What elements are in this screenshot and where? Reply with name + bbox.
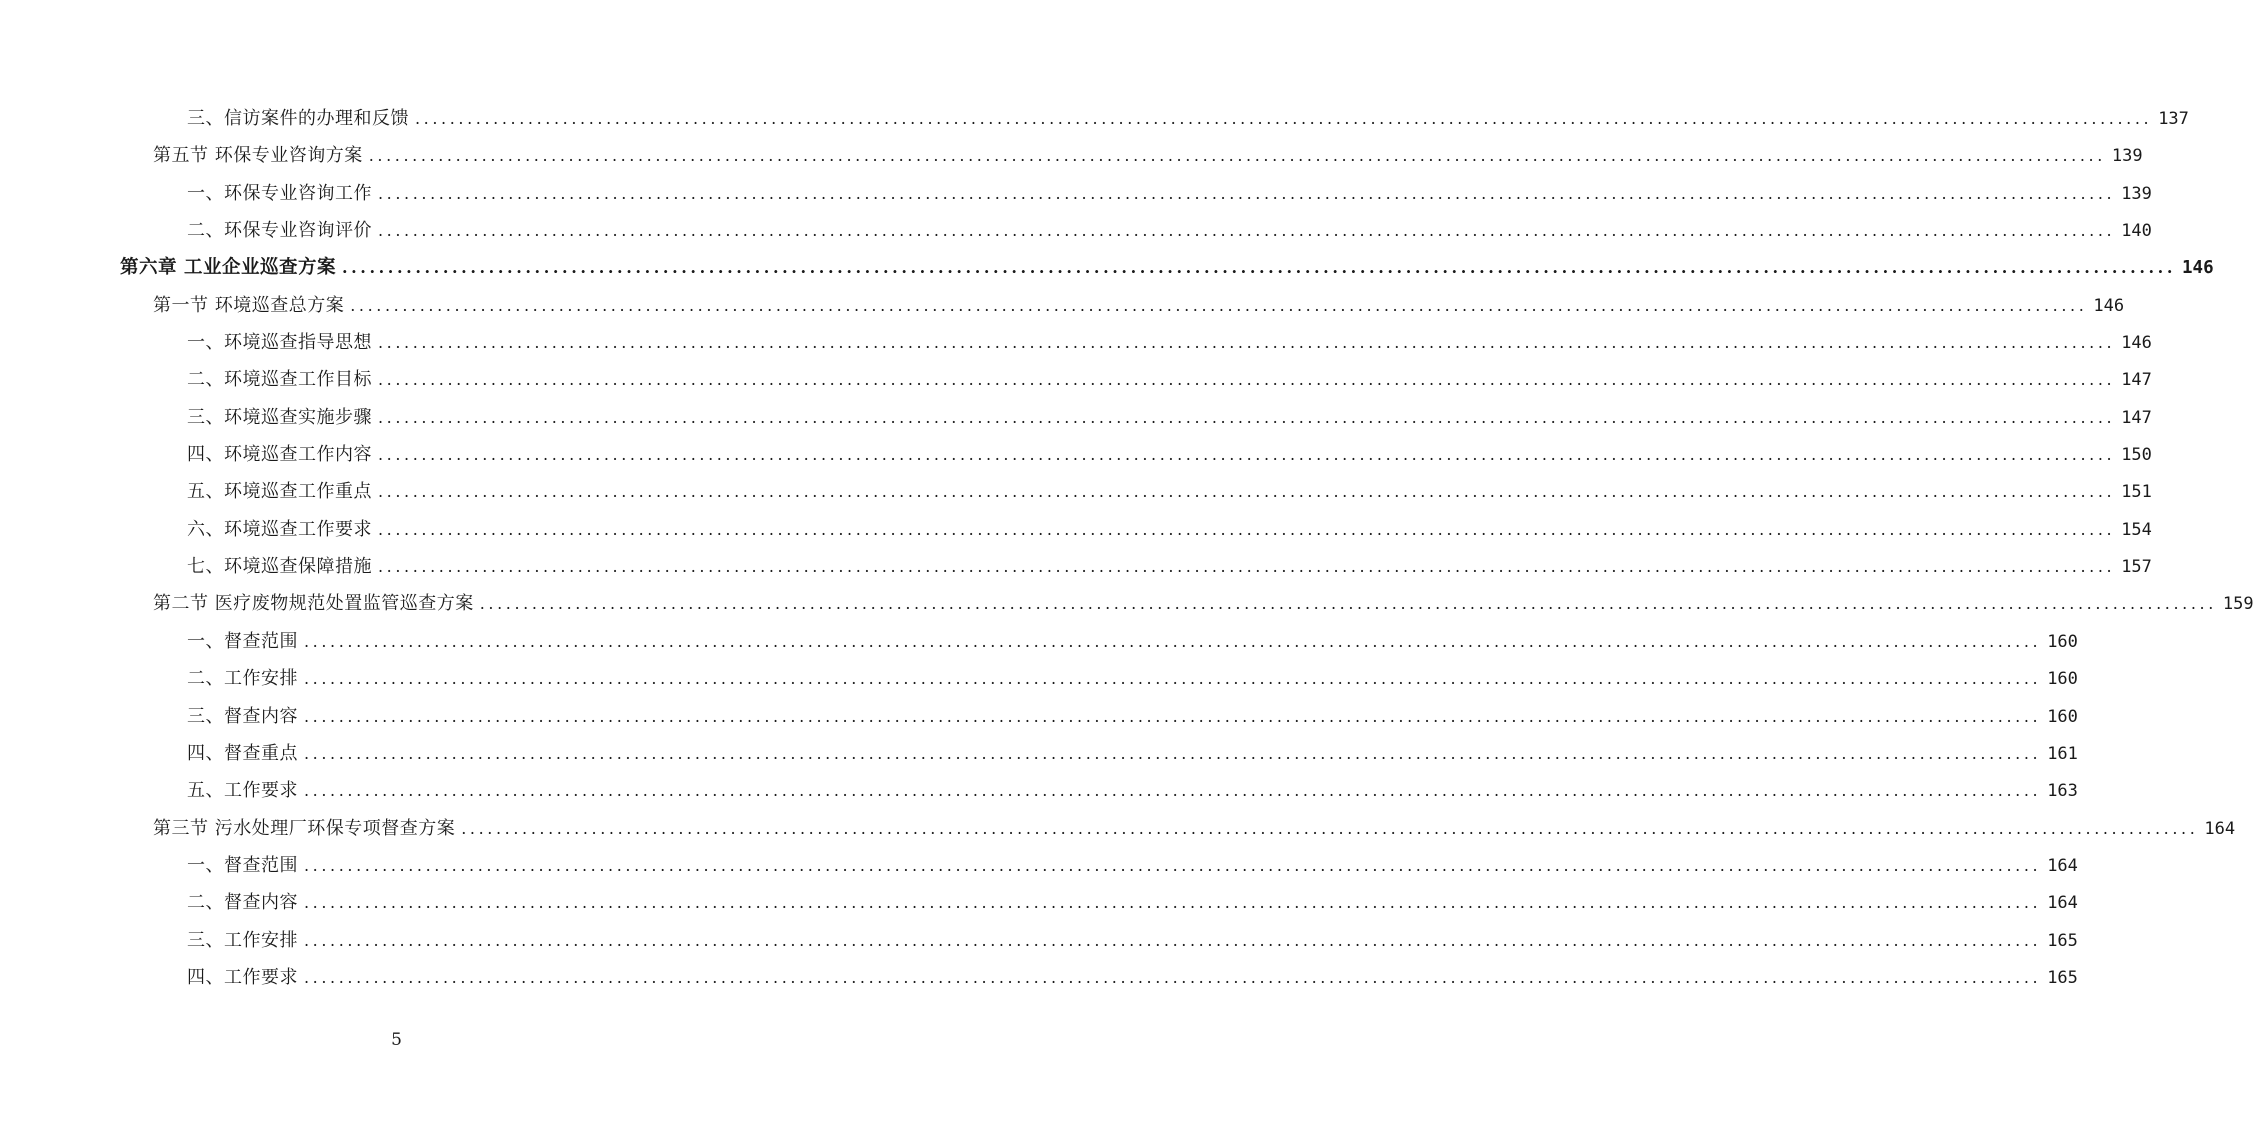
- toc-entry-item[interactable]: [0, 847, 2078, 884]
- toc-entry-title: 四、环境巡查工作内容: [187, 444, 372, 466]
- toc-entry-page-number: 140: [2121, 221, 2152, 242]
- toc-entry-item[interactable]: [0, 922, 2078, 959]
- toc-entry-title: 三、工作安排: [187, 929, 298, 951]
- toc-dot-leader: ........................................................................................................................................................................................................: [378, 407, 2116, 427]
- toc-dot-leader: ........................................................................................................................................................................................................: [304, 781, 2042, 801]
- toc-entry-title: 六、环境巡查工作要求: [187, 518, 372, 540]
- toc-entry-item[interactable]: [0, 175, 2152, 212]
- toc-dot-leader: ........................................................................................................................................................................................................: [304, 669, 2042, 689]
- toc-entry-item[interactable]: [0, 212, 2152, 249]
- toc-entry-title: 一、督查范围: [187, 630, 298, 652]
- toc-entry-title: 第二节 医疗废物规范处置监管巡查方案: [153, 593, 474, 615]
- toc-entry-section[interactable]: [0, 287, 2125, 324]
- toc-entry-page-number: 165: [2047, 930, 2078, 951]
- toc-entry-section[interactable]: [0, 585, 2254, 622]
- toc-dot-leader: ........................................................................................................................................................................................................: [378, 557, 2116, 577]
- toc-entry-page-number: 146: [2121, 333, 2152, 354]
- toc-entry-title: 一、督查范围: [187, 854, 298, 876]
- toc-entry-section[interactable]: [0, 810, 2236, 847]
- toc-entry-title: 三、环境巡查实施步骤: [187, 406, 372, 428]
- toc-entry-title: 七、环境巡查保障措施: [187, 556, 372, 578]
- toc-entry-page-number: 165: [2047, 967, 2078, 988]
- toc-entry-title: 一、环境巡查指导思想: [187, 332, 372, 354]
- toc-entry-item[interactable]: [0, 698, 2078, 735]
- toc-dot-leader: ........................................................................................................................................................................................................: [304, 743, 2042, 763]
- toc-entry-title: 二、督查内容: [187, 892, 298, 914]
- toc-dot-leader: ........................................................................................................................................................................................................: [341, 258, 2177, 278]
- toc-entry-item[interactable]: [0, 511, 2152, 548]
- toc-entry-page-number: 164: [2204, 818, 2236, 839]
- toc-entry-page-number: 146: [2182, 258, 2214, 279]
- toc-dot-leader: ........................................................................................................................................................................................................: [378, 183, 2116, 203]
- toc-entry-item[interactable]: [0, 473, 2152, 510]
- toc-dot-leader: ........................................................................................................................................................................................................: [461, 818, 2199, 838]
- toc-entry-title: 第五节 环保专业咨询方案: [153, 145, 363, 167]
- toc-entry-page-number: 150: [2121, 445, 2152, 466]
- toc-entry-page-number: 163: [2047, 781, 2078, 802]
- toc-entry-page-number: 160: [2047, 706, 2078, 727]
- toc-entry-title: 二、环境巡查工作目标: [187, 369, 372, 391]
- toc-dot-leader: ........................................................................................................................................................................................................: [479, 594, 2217, 614]
- toc-entry-page-number: 139: [2121, 183, 2152, 204]
- toc-entry-title: 一、环保专业咨询工作: [187, 182, 372, 204]
- toc-dot-leader: ........................................................................................................................................................................................................: [304, 893, 2042, 913]
- toc-entry-page-number: 147: [2121, 407, 2152, 428]
- toc-entry-item[interactable]: [0, 399, 2152, 436]
- toc-entry-title: 第一节 环境巡查总方案: [153, 294, 345, 316]
- toc-entry-page-number: 164: [2047, 893, 2078, 914]
- toc-entry-item[interactable]: [0, 884, 2078, 921]
- toc-entry-title: 二、工作安排: [187, 668, 298, 690]
- toc-entry-title: 四、工作要求: [187, 966, 298, 988]
- toc-entry-item[interactable]: [0, 100, 2189, 137]
- toc-entry-item[interactable]: [0, 436, 2152, 473]
- toc-entry-title: 第六章 工业企业巡查方案: [120, 257, 336, 279]
- toc-entry-item[interactable]: [0, 361, 2152, 398]
- toc-entry-page-number: 147: [2121, 370, 2152, 391]
- toc-entry-page-number: 157: [2121, 557, 2152, 578]
- toc-dot-leader: ........................................................................................................................................................................................................: [378, 333, 2116, 353]
- toc-entry-page-number: 146: [2093, 295, 2125, 316]
- table-of-contents: [0, 100, 2254, 996]
- toc-entry-title: 二、环保专业咨询评价: [187, 220, 372, 242]
- toc-entry-title: 第三节 污水处理厂环保专项督查方案: [153, 817, 456, 839]
- toc-entry-title: 四、督查重点: [187, 742, 298, 764]
- toc-dot-leader: ........................................................................................................................................................................................................: [368, 146, 2106, 166]
- toc-entry-section[interactable]: [0, 137, 2143, 174]
- toc-entry-page-number: 164: [2047, 855, 2078, 876]
- toc-entry-title: 五、工作要求: [187, 780, 298, 802]
- toc-dot-leader: ........................................................................................................................................................................................................: [378, 482, 2116, 502]
- toc-entry-title: 五、环境巡查工作重点: [187, 481, 372, 503]
- toc-entry-page-number: 137: [2158, 109, 2189, 129]
- toc-dot-leader: ........................................................................................................................................................................................................: [304, 967, 2042, 987]
- toc-dot-leader: ........................................................................................................................................................................................................: [304, 855, 2042, 875]
- toc-entry-item[interactable]: [0, 623, 2078, 660]
- page-number: 5: [391, 1030, 402, 1050]
- toc-dot-leader: ........................................................................................................................................................................................................: [378, 221, 2116, 241]
- toc-dot-leader: ........................................................................................................................................................................................................: [304, 631, 2042, 651]
- toc-dot-leader: ........................................................................................................................................................................................................: [350, 295, 2088, 315]
- toc-entry-page-number: 160: [2047, 669, 2078, 690]
- toc-entry-item[interactable]: [0, 660, 2078, 697]
- toc-dot-leader: ........................................................................................................................................................................................................: [378, 370, 2116, 390]
- toc-entry-item[interactable]: [0, 324, 2152, 361]
- toc-entry-item[interactable]: [0, 735, 2078, 772]
- toc-entry-page-number: 159: [2222, 594, 2254, 615]
- toc-entry-item[interactable]: [0, 959, 2078, 996]
- toc-entry-chapter[interactable]: [0, 249, 2214, 286]
- toc-dot-leader: ........................................................................................................................................................................................................: [304, 930, 2042, 950]
- toc-entry-item[interactable]: [0, 772, 2078, 809]
- toc-entry-title: 三、信访案件的办理和反馈: [187, 108, 409, 129]
- toc-dot-leader: ........................................................................................................................................................................................................: [378, 519, 2116, 539]
- toc-dot-leader: ........................................................................................................................................................................................................: [415, 109, 2153, 128]
- toc-entry-page-number: 154: [2121, 519, 2152, 540]
- toc-entry-title: 三、督查内容: [187, 705, 298, 727]
- toc-entry-item[interactable]: [0, 548, 2152, 585]
- toc-entry-page-number: 139: [2111, 146, 2143, 167]
- toc-entry-page-number: 161: [2047, 743, 2078, 764]
- toc-dot-leader: ........................................................................................................................................................................................................: [378, 445, 2116, 465]
- toc-dot-leader: ........................................................................................................................................................................................................: [304, 706, 2042, 726]
- toc-entry-page-number: 151: [2121, 482, 2152, 503]
- toc-entry-page-number: 160: [2047, 631, 2078, 652]
